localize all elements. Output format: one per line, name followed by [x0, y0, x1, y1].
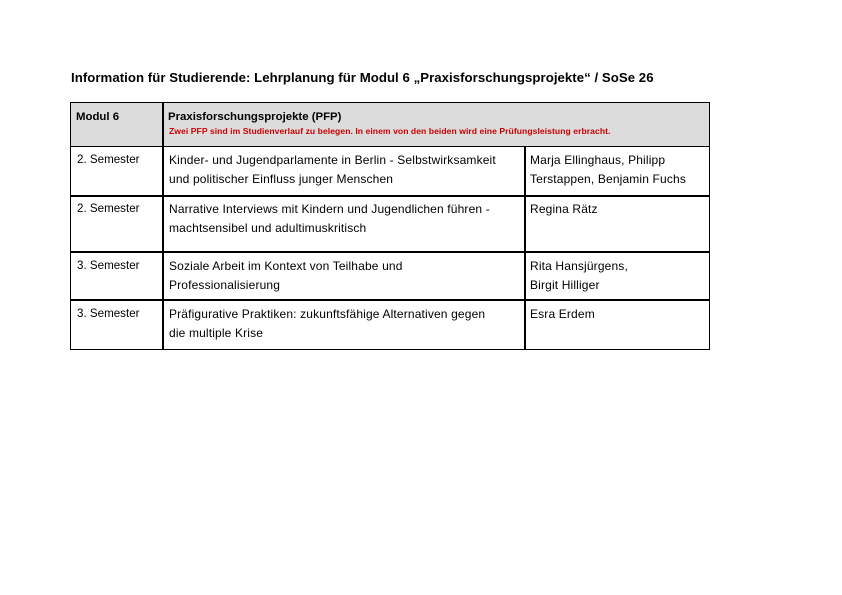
lecturer-line: Marja Ellinghaus, Philipp — [530, 153, 666, 167]
header-exam-note: Zwei PFP sind im Studienverlauf zu belegen. In einem von den beiden wird eine Prüfungsleistung erbracht. — [169, 126, 611, 136]
project-line: Soziale Arbeit im Kontext von Teilhabe und — [169, 259, 403, 273]
project-line: Narrative Interviews mit Kindern und Jugendlichen führen - — [169, 202, 490, 216]
project-line: Präfigurative Praktiken: zukunftsfähige Alternativen gegen — [169, 307, 486, 321]
lecturer-line: Esra Erdem — [530, 307, 595, 321]
project-line: Kinder- und Jugendparlamente in Berlin - Selbstwirksamkeit — [169, 153, 496, 167]
table-row-project — [169, 151, 496, 188]
row-divider — [71, 195, 709, 197]
lecturer-line: Birgit Hilliger — [530, 277, 600, 292]
column-divider — [524, 147, 526, 349]
row-divider — [71, 299, 709, 301]
header-module-name: Praxisforschungsprojekte (PFP) — [168, 111, 342, 123]
header-module-label: Modul 6 — [76, 111, 120, 123]
table-header-row — [71, 103, 709, 147]
table-row-lecturers — [530, 305, 595, 324]
project-line: machtsensibel und adultimuskritisch — [169, 220, 367, 235]
module-schedule-table — [70, 102, 710, 350]
table-row-semester: 3. Semester — [77, 259, 140, 272]
lecturer-line: Terstappen, Benjamin Fuchs — [530, 171, 686, 186]
project-line: die multiple Krise — [169, 325, 264, 340]
table-row-project — [169, 200, 490, 237]
row-divider — [71, 251, 709, 253]
table-row-semester: 2. Semester — [77, 153, 140, 166]
table-row-lecturers — [530, 151, 686, 188]
project-line: Professionalisierung — [169, 277, 281, 292]
table-row-lecturers — [530, 257, 628, 294]
table-row-project — [169, 257, 403, 294]
column-divider — [162, 103, 164, 349]
lecturer-line: Rita Hansjürgens, — [530, 259, 628, 273]
page-title: Information für Studierende: Lehrplanung für Modul 6 „Praxisforschungsprojekte“ / SoSe 26 — [71, 70, 654, 85]
table-row-lecturers — [530, 200, 598, 219]
lecturer-line: Regina Rätz — [530, 202, 598, 216]
table-row-project — [169, 305, 485, 342]
table-row-semester: 3. Semester — [77, 307, 140, 320]
project-line: und politischer Einfluss junger Menschen — [169, 171, 394, 186]
table-row-semester: 2. Semester — [77, 202, 140, 215]
